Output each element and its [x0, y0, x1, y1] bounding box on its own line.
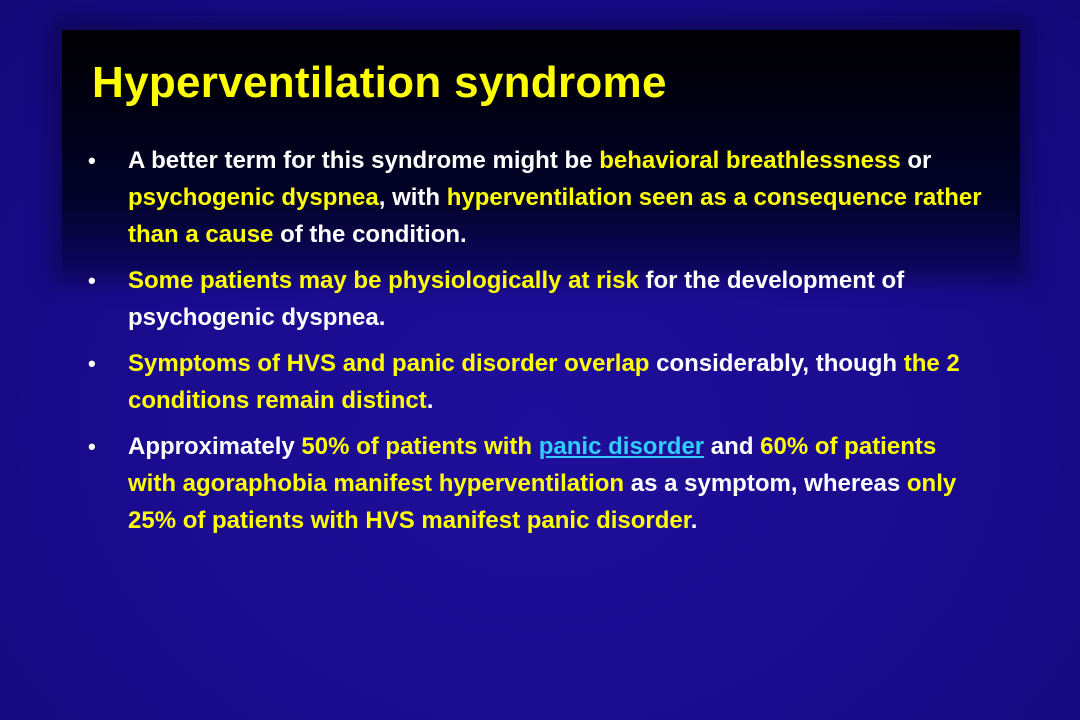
highlighted-text: behavioral breathlessness — [599, 147, 901, 174]
highlighted-text: Some patients may be physiologically at risk — [128, 267, 639, 294]
slide-title: Hyperventilation syndrome — [92, 58, 667, 107]
bullet-text-segment: for the development of psychogenic dyspnea. — [128, 267, 905, 331]
bullet-item — [88, 345, 988, 419]
highlighted-text: only 25% of patients with HVS manifest panic disorder — [128, 470, 957, 534]
bullet-text-segment: Approximately — [128, 433, 302, 460]
bullet-text-segment: A better term for this syndrome might be — [128, 147, 600, 174]
highlighted-text: 50% of patients with — [301, 433, 539, 460]
bullet-list — [88, 142, 988, 548]
panic-disorder-link[interactable]: panic disorder — [538, 433, 705, 460]
bullet-dot-icon: • — [88, 434, 96, 459]
bullet-text-segment: considerably, though — [649, 350, 904, 377]
bullet-text-segment: . — [690, 507, 698, 534]
bullet-text-segment: and — [704, 433, 761, 460]
highlighted-text: 60% of patients with agoraphobia manifest hyperventilation — [128, 433, 937, 497]
highlighted-text: hyperventilation seen as a consequence rather than a cause — [128, 184, 982, 248]
highlighted-text: the 2 conditions remain distinct — [128, 350, 960, 414]
bullet-item — [88, 428, 988, 539]
bullet-text-segment: of the condition. — [273, 221, 467, 248]
bullet-text-segment: , with — [378, 184, 447, 211]
bullet-dot-icon: • — [88, 148, 96, 173]
bullet-dot-icon: • — [88, 351, 96, 376]
bullet-text-segment: . — [426, 387, 434, 414]
bullet-text-segment: as a symptom, whereas — [624, 470, 907, 497]
bullet-item — [88, 262, 988, 336]
bullet-dot-icon: • — [88, 268, 96, 293]
bullet-item — [88, 142, 988, 253]
highlighted-text: psychogenic dyspnea — [128, 184, 379, 211]
highlighted-text: Symptoms of HVS and panic disorder overlap — [128, 350, 650, 377]
bullet-text-segment: or — [900, 147, 932, 174]
